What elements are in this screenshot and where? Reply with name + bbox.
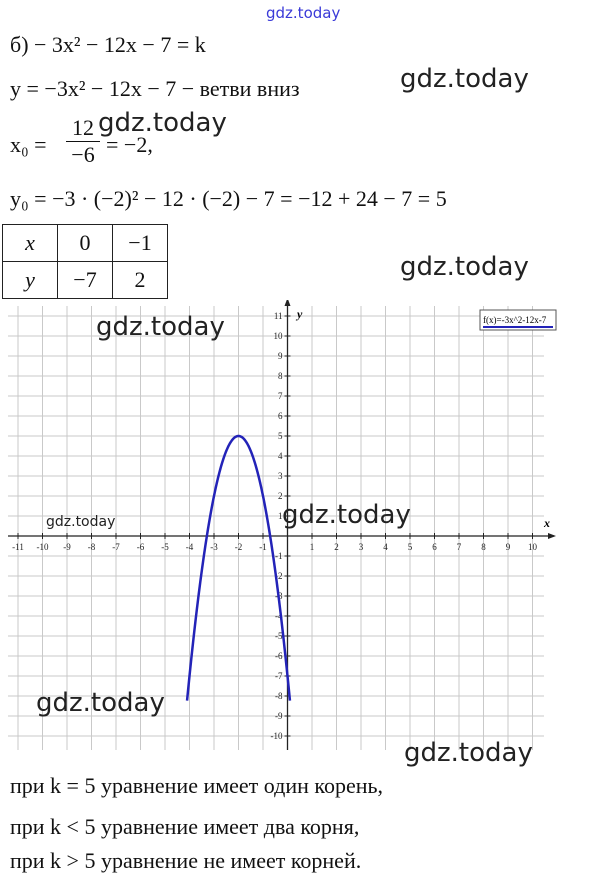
vertex-x-rhs: = −2, [106, 132, 153, 157]
graph-legend [480, 310, 556, 330]
x-tick-label: 10 [528, 542, 537, 552]
x-tick-label: -2 [234, 542, 243, 552]
watermark: gdz.today [282, 500, 411, 530]
conclusion-line-2: при k < 5 уравнение имеет два корня, [10, 814, 360, 839]
table-cell: 0 [58, 225, 113, 262]
y-tick-label: -8 [275, 691, 283, 701]
y-tick-label: -3 [275, 591, 283, 601]
x-tick-label: -5 [161, 542, 169, 552]
x-tick-label: -4 [185, 542, 194, 552]
watermark: gdz.today [400, 64, 529, 94]
y-tick-label: 7 [278, 391, 283, 401]
fraction-denominator: −6 [71, 142, 95, 167]
y-tick-label: 6 [278, 411, 283, 421]
y-tick-label: -10 [270, 731, 283, 741]
x-tick-label: -6 [136, 542, 145, 552]
x-tick-label: 8 [481, 542, 486, 552]
vertex-x-fraction [66, 116, 100, 167]
table-cell: 2 [113, 262, 168, 299]
y-axis-arrow [285, 300, 291, 306]
y-tick-label: 2 [278, 491, 283, 501]
watermark: gdz.today [400, 252, 529, 282]
x-tick-label: 5 [407, 542, 413, 552]
y-tick-label: 1 [278, 511, 283, 521]
table-row [3, 225, 168, 262]
table-header-x: x [3, 225, 58, 262]
function-line: y = −3x² − 12x − 7 − ветви вниз [10, 76, 300, 101]
y-tick-label: -5 [275, 631, 283, 641]
vertex-x-lhs: x₀ = [10, 132, 47, 157]
x-tick-label: 2 [334, 542, 339, 552]
y-tick-label: 8 [278, 371, 283, 381]
watermark-small: gdz.today [46, 514, 116, 530]
x-tick-label: 6 [432, 542, 437, 552]
x-tick-label: 7 [456, 542, 462, 552]
y-tick-label: -4 [275, 611, 283, 621]
x-tick-label: 4 [383, 542, 388, 552]
y-tick-label: -1 [275, 551, 283, 561]
x-tick-label: -10 [36, 542, 49, 552]
x-tick-label: -8 [87, 542, 96, 552]
watermark: gdz.today [404, 738, 533, 768]
y-tick-label: 5 [278, 431, 283, 441]
y-tick-label: 11 [273, 311, 283, 321]
conclusion-line-3: при k > 5 уравнение не имеет корней. [10, 848, 362, 873]
watermark: gdz.today [36, 688, 165, 718]
y-tick-label: -7 [275, 671, 283, 681]
fraction-numerator: 12 [72, 115, 94, 140]
y-tick-label: -2 [275, 571, 283, 581]
y-tick-label: 10 [273, 331, 283, 341]
x-tick-label: -1 [259, 542, 267, 552]
y-tick-label: 3 [278, 471, 283, 481]
x-tick-label: -3 [210, 542, 218, 552]
vertex-y-line: y₀ = −3 · (−2)² − 12 · (−2) − 7 = −12 + 24 − 7 = 5 [10, 186, 447, 211]
x-tick-label: 1 [309, 542, 315, 552]
conclusion-line-1: при k = 5 уравнение имеет один корень, [10, 773, 384, 798]
y-tick-label: -6 [275, 651, 283, 661]
equation-line: б) − 3x² − 12x − 7 = k [10, 32, 206, 57]
x-tick-label: -9 [63, 542, 71, 552]
x-tick-label: 3 [358, 542, 364, 552]
table-cell: −1 [113, 225, 168, 262]
legend-label: f(x)=-3x^2-12x-7 [483, 315, 547, 325]
x-tick-label: -7 [112, 542, 120, 552]
values-table [2, 224, 168, 299]
x-tick-label: 9 [505, 542, 511, 552]
y-tick-label: 4 [278, 451, 283, 461]
watermark-top: gdz.today [266, 4, 341, 22]
table-header-y: y [3, 262, 58, 299]
watermark: gdz.today [98, 108, 227, 138]
table-row [3, 262, 168, 299]
y-axis-label: y [297, 307, 303, 321]
watermark: gdz.today [96, 312, 225, 342]
y-tick-label: -9 [275, 711, 283, 721]
table-cell: −7 [58, 262, 113, 299]
x-axis-label: x [544, 516, 550, 530]
x-tick-label: -11 [12, 542, 24, 552]
y-tick-label: 9 [278, 351, 283, 361]
x-axis-arrow [548, 533, 556, 539]
